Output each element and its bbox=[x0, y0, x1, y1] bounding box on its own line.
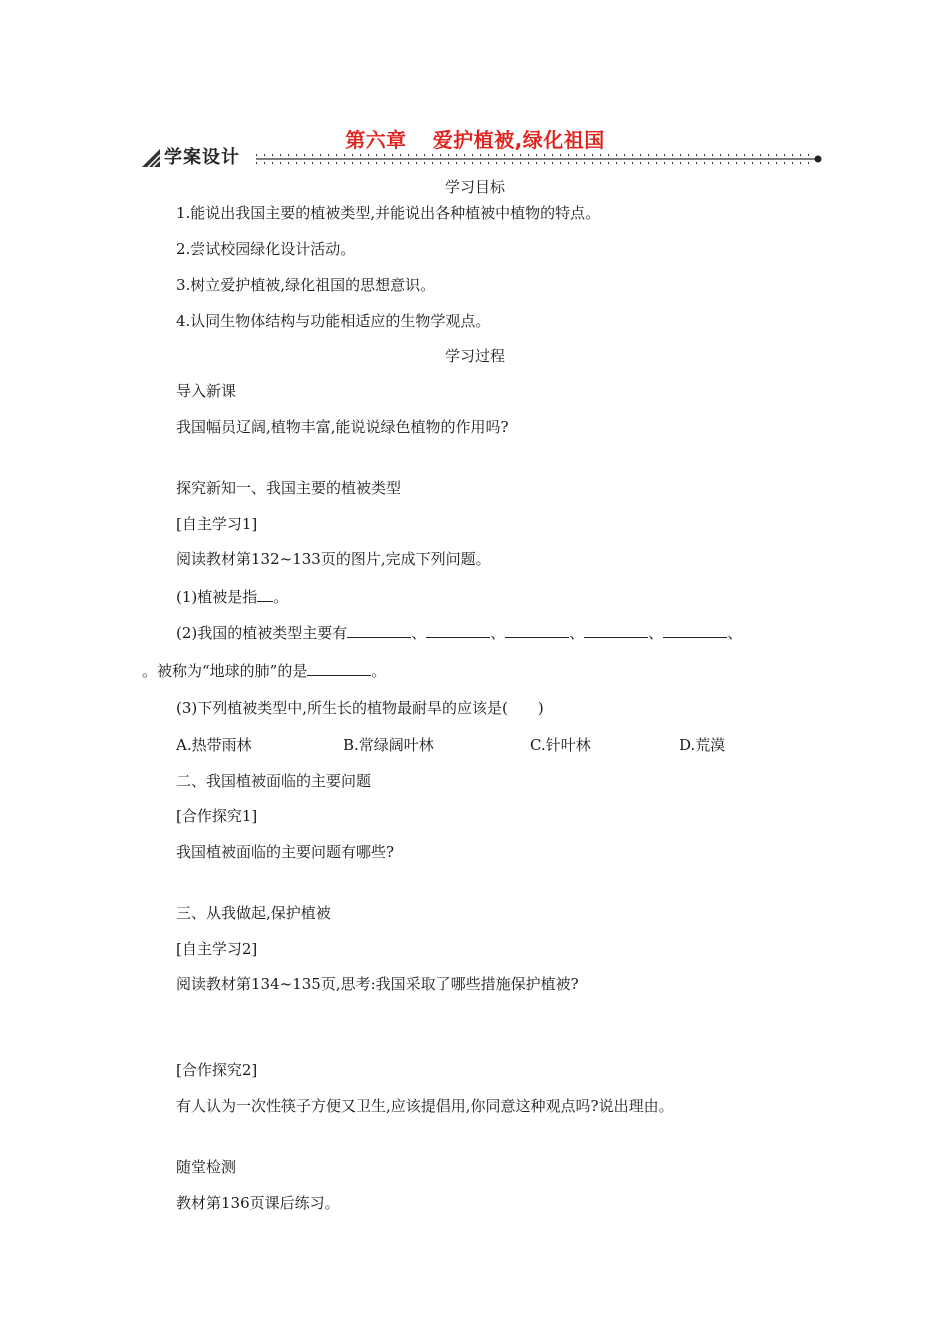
question-2-text: (2)我国的植被类型主要有 bbox=[176, 624, 348, 642]
question-2 bbox=[176, 622, 742, 643]
answer-blank[interactable] bbox=[663, 622, 727, 638]
goals-heading: 学习目标 bbox=[444, 178, 505, 196]
question-2-cont-end: 。 bbox=[371, 662, 387, 680]
blank-separator: 、 bbox=[648, 624, 664, 642]
goal-item: 2.尝试校园绿化设计活动。 bbox=[176, 240, 356, 258]
banner-dotted-rule bbox=[256, 153, 824, 165]
intro-question: 我国幅员辽阔,植物丰富,能说说绿色植物的作用吗? bbox=[176, 418, 509, 436]
self-study2-task: 阅读教材第134~135页,思考:我国采取了哪些措施保护植被? bbox=[176, 975, 579, 993]
section2-heading: 二、我国植被面临的主要问题 bbox=[176, 772, 372, 790]
answer-blank[interactable] bbox=[505, 622, 569, 638]
intro-heading: 导入新课 bbox=[176, 382, 237, 400]
process-heading: 学习过程 bbox=[444, 347, 505, 365]
question-1 bbox=[176, 586, 288, 607]
section3-heading: 三、从我做起,保护植被 bbox=[176, 904, 331, 922]
question-2-cont-text: 。被称为“地球的肺”的是 bbox=[142, 662, 308, 680]
check-heading: 随堂检测 bbox=[176, 1158, 237, 1176]
blank-separator: 、 bbox=[411, 624, 427, 642]
option-d[interactable]: D.荒漠 bbox=[679, 736, 726, 754]
option-a[interactable]: A.热带雨林 bbox=[176, 736, 252, 754]
answer-blank[interactable] bbox=[257, 586, 273, 602]
coop1-question: 我国植被面临的主要问题有哪些? bbox=[176, 843, 395, 861]
blank-separator: 、 bbox=[727, 624, 743, 642]
answer-blank[interactable] bbox=[347, 622, 411, 638]
question-3: (3)下列植被类型中,所生长的植物最耐旱的应该是( ) bbox=[176, 699, 544, 717]
banner-label: 学案设计 bbox=[164, 147, 240, 168]
option-b[interactable]: B.常绿阔叶林 bbox=[343, 736, 434, 754]
blank-separator: 、 bbox=[569, 624, 585, 642]
option-c[interactable]: C.针叶林 bbox=[530, 736, 591, 754]
question-2-continued bbox=[142, 660, 386, 681]
answer-blank[interactable] bbox=[307, 660, 371, 676]
chapter-subtitle: 爱护植被,绿化祖国 bbox=[432, 128, 605, 152]
check-text: 教材第136页课后练习。 bbox=[176, 1194, 340, 1212]
triangle-stripes-icon bbox=[142, 149, 160, 167]
coop2-question: 有人认为一次性筷子方便又卫生,应该提倡用,你同意这种观点吗?说出理由。 bbox=[176, 1097, 674, 1115]
self-study1-label: [自主学习1] bbox=[176, 515, 258, 533]
question-1-end: 。 bbox=[273, 588, 289, 606]
goal-item: 3.树立爱护植被,绿化祖国的思想意识。 bbox=[176, 276, 436, 294]
coop2-label: [合作探究2] bbox=[176, 1061, 258, 1079]
chapter-number: 第六章 bbox=[345, 128, 407, 152]
goal-item: 4.认同生物体结构与功能相适应的生物学观点。 bbox=[176, 312, 491, 330]
blank-separator: 、 bbox=[490, 624, 506, 642]
goal-item: 1.能说出我国主要的植被类型,并能说出各种植被中植物的特点。 bbox=[176, 204, 601, 222]
self-study1-task: 阅读教材第132~133页的图片,完成下列问题。 bbox=[176, 550, 491, 568]
coop1-label: [合作探究1] bbox=[176, 807, 258, 825]
self-study2-label: [自主学习2] bbox=[176, 940, 258, 958]
question-1-text: (1)植被是指 bbox=[176, 588, 258, 606]
section-banner bbox=[142, 145, 824, 171]
answer-blank[interactable] bbox=[426, 622, 490, 638]
answer-blank[interactable] bbox=[584, 622, 648, 638]
section1-heading: 探究新知一、我国主要的植被类型 bbox=[176, 479, 402, 497]
